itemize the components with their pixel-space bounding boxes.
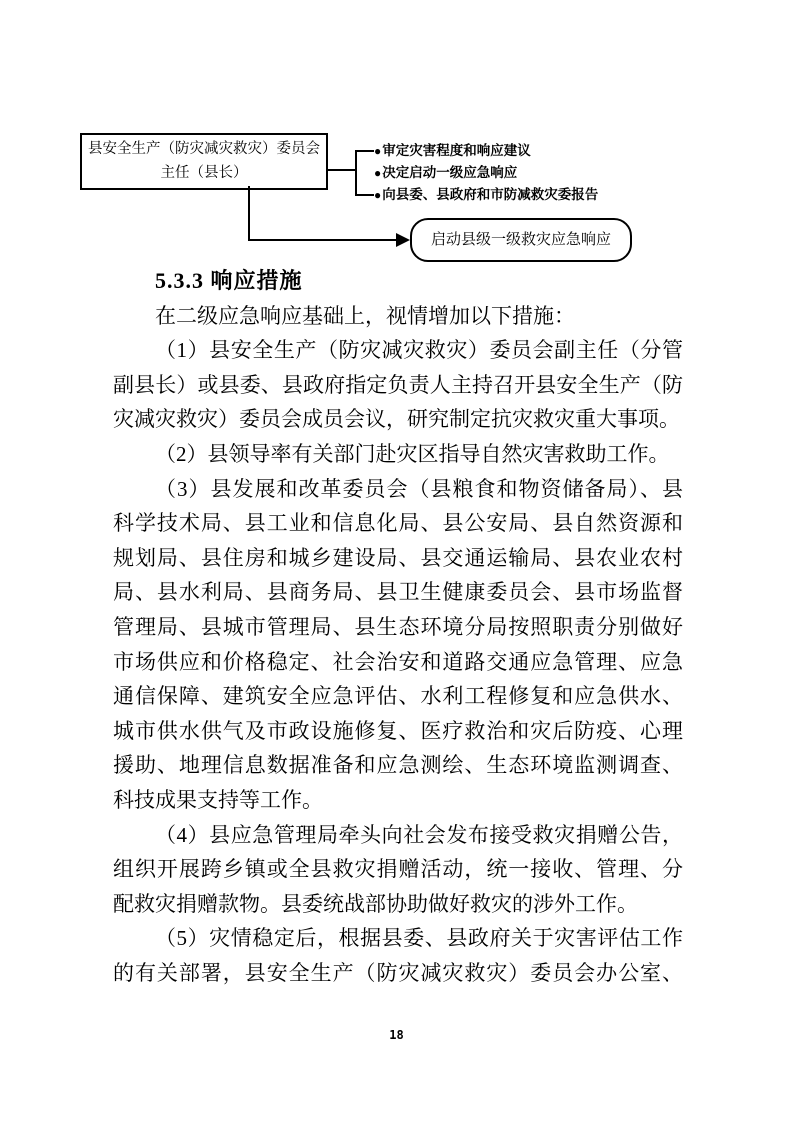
bullet-icon: ● <box>374 144 382 158</box>
bracket-top-stub <box>355 150 374 152</box>
body-line: 通信保障、建筑安全应急评估、水利工程修复和应急供水、 <box>113 684 683 709</box>
flowchart-result-box: 启动县级一级救灾应急响应 <box>410 218 632 262</box>
body-line: （4）县应急管理局牵头向社会发布接受救灾捐赠公告， <box>155 822 683 847</box>
bullet-label: 向县委、县政府和市防减救灾委报告 <box>382 187 599 202</box>
actor-box-line1: 县安全生产（防灾减灾救灾）委员会 <box>88 141 320 157</box>
body-line: 管理局、县城市管理局、县生态环境分局按照职责分别做好 <box>113 614 683 639</box>
body-line: 组织开展跨乡镇或全县救灾捐赠活动，统一接收、管理、分 <box>113 857 683 882</box>
bullet-label: 审定灾害程度和响应建议 <box>382 143 531 158</box>
flowchart-bullet-list <box>374 140 674 206</box>
body-line: （3）县发展和改革委员会（县粮食和物资储备局）、县 <box>155 476 683 501</box>
bullet-item <box>374 184 674 206</box>
body-line: （5）灾情稳定后，根据县委、县政府关于灾害评估工作 <box>155 926 683 951</box>
body-line: 城市供水供气及市政设施修复、医疗救治和灾后防疫、心理 <box>113 718 683 743</box>
connector-line-horizontal <box>326 169 357 171</box>
bullet-icon: ● <box>374 188 382 202</box>
body-line: 副县长）或县委、县政府指定负责人主持召开县安全生产（防 <box>113 372 683 397</box>
bullet-icon: ● <box>374 166 382 180</box>
body-line: 科学技术局、县工业和信息化局、县公安局、县自然资源和 <box>113 511 683 536</box>
bracket-spine-line <box>355 150 357 196</box>
body-line: （1）县安全生产（防灾减灾救灾）委员会副主任（分管 <box>155 338 683 363</box>
text-block <box>113 264 683 990</box>
body-line: 科技成果支持等工作。 <box>113 787 323 812</box>
bracket-bottom-stub <box>355 194 374 196</box>
body-line: 的有关部署，县安全生产（防灾减灾救灾）委员会办公室、 <box>113 960 683 985</box>
body-line: 在二级应急响应基础上，视情增加以下措施： <box>155 303 575 328</box>
body-line: 市场供应和价格稳定、社会治安和道路交通应急管理、应急 <box>113 649 683 674</box>
page-number: 18 <box>389 1028 404 1042</box>
bullet-label: 决定启动一级应急响应 <box>382 165 518 180</box>
bullet-item <box>374 140 674 162</box>
body-line: 局、县水利局、县商务局、县卫生健康委员会、县市场监督 <box>113 580 683 605</box>
flowchart-actor-box <box>80 133 328 190</box>
body-line: 灾减灾救灾）委员会成员会议，研究制定抗灾救灾重大事项。 <box>113 407 680 432</box>
actor-box-line2: 主任（县长） <box>160 165 248 181</box>
body-line: （2）县领导率有关部门赴灾区指导自然灾害救助工作。 <box>155 441 670 466</box>
section-heading: 5.3.3 响应措施 <box>155 268 303 293</box>
body-line: 规划局、县住房和城乡建设局、县交通运输局、县农业农村 <box>113 545 683 570</box>
arrow-right-icon <box>396 233 410 247</box>
body-line: 配救灾捐赠款物。县委统战部协助做好救灾的涉外工作。 <box>113 891 638 916</box>
connector-line-vertical <box>248 186 250 241</box>
bullet-item <box>374 162 674 184</box>
body-line: 援助、地理信息数据准备和应急测绘、生态环境监测调查、 <box>113 753 683 778</box>
connector-line-arrow-shaft <box>248 239 398 241</box>
